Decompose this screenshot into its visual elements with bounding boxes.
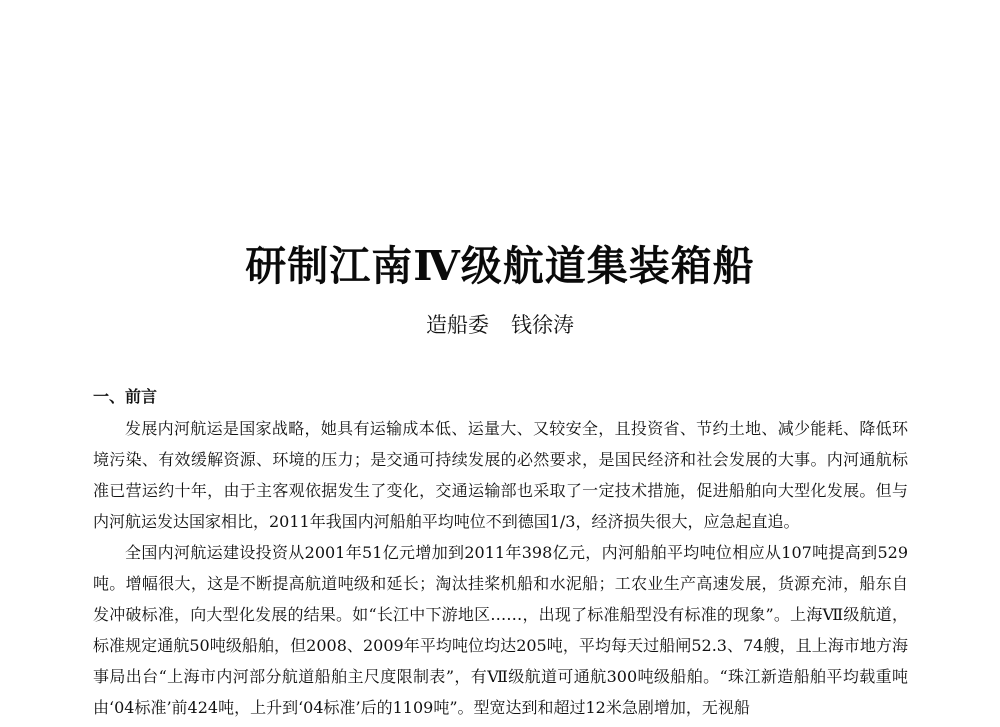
article-title: 研制江南Ⅳ级航道集装箱船: [245, 242, 755, 290]
paragraph-2: 全国内河航运建设投资从2001年51亿元增加到2011年398亿元，内河船舶平均吨位相应从107吨提高到529吨。增幅很大，这是不断提高航道吨级和延长；淘汰挂桨机船和水泥船；工农业生产高速发展，货源充沛，船东自发冲破标准，向大型化发展的结果。如“长江中下游地区……，出现了标准船型没有标准的现象”。上海Ⅶ级航道，标准规定通航50吨级船舶，但2008、2009年平均吨位均达205吨，平均每天过船闸52.3、74艘，且上海市地方海事局出台“上海市内河部分航道船舶主尺度限制表”，有Ⅶ级航道可通航300吨级船舶。“珠江新造船舶平均载重吨由‘04标准’前424吨，上升到‘04标准’后的1109吨”。型宽达到和超过12米急剧增加，无视船: [93, 543, 908, 717]
paragraph-1: 发展内河航运是国家战略，她具有运输成本低、运量大、又较安全，且投资省、节约土地、减少能耗、降低环境污染、有效缓解资源、环境的压力；是交通可持续发展的必然要求，是国民经济和社会发展的大事。内河通航标准已营运约十年，由于主客观依据发生了变化，交通运输部也采取了一定技术措施，促进船舶向大型化发展。但与内河航运发达国家相比，2011年我国内河船舶平均吨位不到德国1/3，经济损失很大，应急起直追。: [93, 419, 908, 531]
author-line: [0, 307, 1000, 343]
author-organization: 造船委: [426, 313, 489, 337]
author-name: 钱徐涛: [511, 313, 574, 337]
section-heading-preface: 一、前言: [93, 387, 158, 406]
article-body: [93, 381, 908, 723]
